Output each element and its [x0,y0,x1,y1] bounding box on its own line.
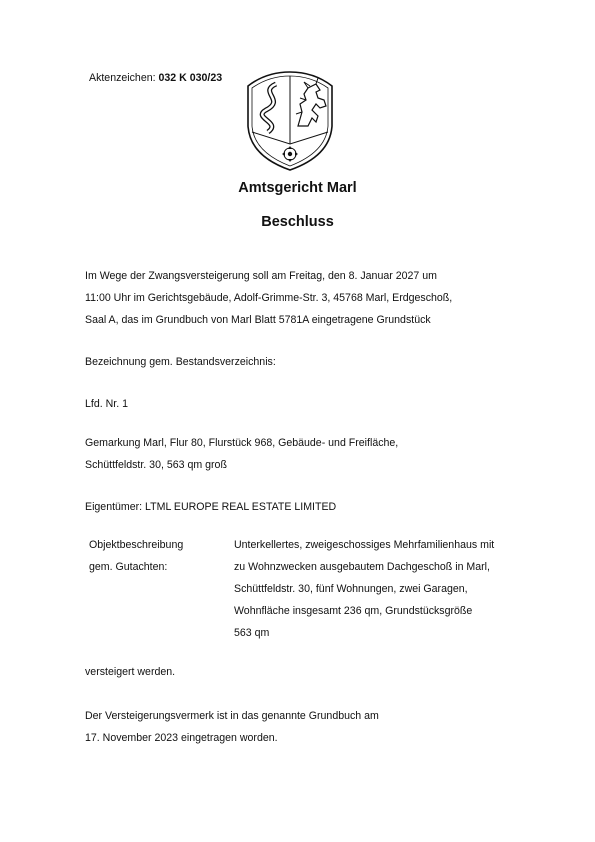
inventory-heading: Bezeichnung gem. Bestandsverzeichnis: [85,356,276,368]
document-title: Beschluss [261,214,334,230]
case-reference [89,72,222,84]
parcel-line: Gemarkung Marl, Flur 80, Flurstück 968, Gebäude- und Freifläche, [85,437,399,449]
object-description-label [89,534,183,578]
case-reference-number: 032 K 030/23 [158,72,223,84]
description-line: Unterkellertes, zweigeschossiges Mehrfamilienhaus mit [234,539,495,551]
description-line: 563 qm [234,627,270,639]
object-description-text [234,534,494,644]
court-name: Amtsgericht Marl [238,180,357,196]
intro-line: Saal A, das im Grundbuch von Marl Blatt 5781A eingetragene Grundstück [85,314,431,326]
parcel-paragraph [85,432,545,476]
parcel-line: Schüttfeldstr. 30, 563 qm groß [85,459,227,471]
description-label-line: gem. Gutachten: [89,561,168,573]
description-line: Wohnfläche insgesamt 236 qm, Grundstücksgröße [234,605,473,617]
description-line: Schüttfeldstr. 30, fünf Wohnungen, zwei Garagen, [234,583,468,595]
intro-paragraph [85,265,545,331]
item-number: Lfd. Nr. 1 [85,398,128,410]
description-label-line: Objektbeschreibung [89,539,184,551]
intro-line: 11:00 Uhr im Gerichtsgebäude, Adolf-Grimme-Str. 3, 45768 Marl, Erdgeschoß, [85,292,453,304]
registration-paragraph [85,705,545,749]
registration-line: 17. November 2023 eingetragen worden. [85,732,278,744]
owner-line: Eigentümer: LTML EUROPE REAL ESTATE LIMITED [85,501,337,513]
nrw-coat-of-arms-icon [246,70,334,172]
intro-line: Im Wege der Zwangsversteigerung soll am Freitag, den 8. Januar 2027 um [85,270,437,282]
case-reference-label: Aktenzeichen: [89,72,156,84]
auctioned-line: versteigert werden. [85,666,176,678]
registration-line: Der Versteigerungsvermerk ist in das genannte Grundbuch am [85,710,379,722]
description-line: zu Wohnzwecken ausgebautem Dachgeschoß in Marl, [234,561,490,573]
